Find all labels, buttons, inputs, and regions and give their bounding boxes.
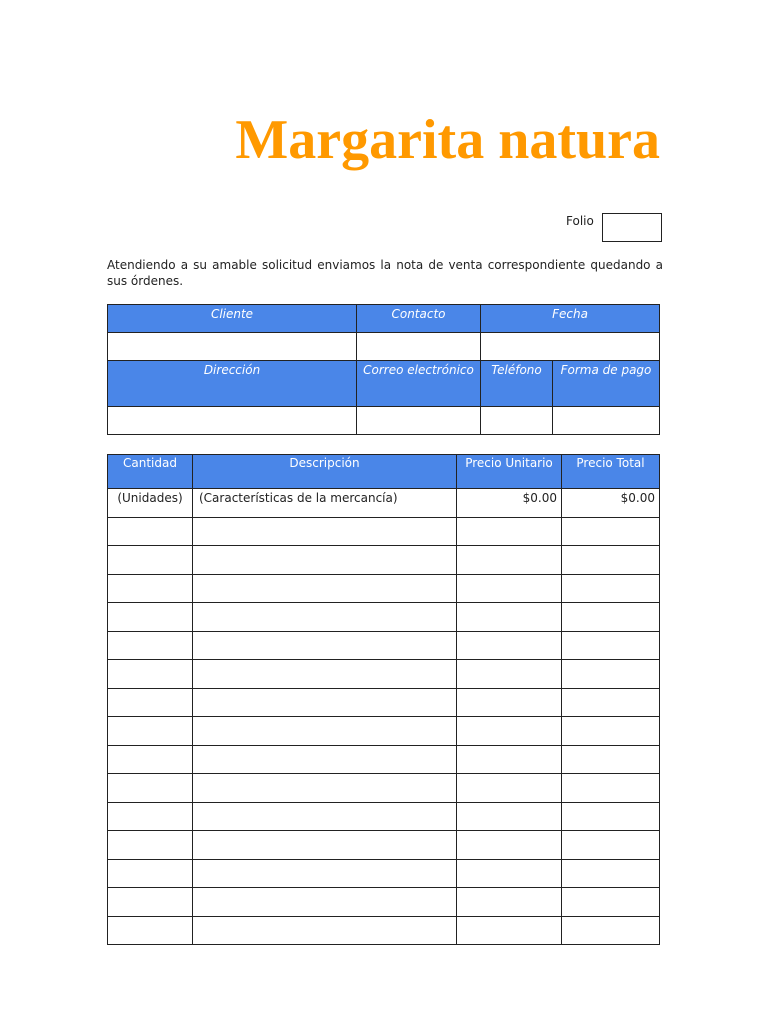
- precio-unitario-cell[interactable]: [457, 802, 562, 831]
- correo-field[interactable]: [357, 407, 481, 435]
- precio-total-cell[interactable]: [562, 831, 660, 860]
- descripcion-cell[interactable]: [193, 717, 457, 746]
- correo-header: Correo electrónico: [357, 361, 481, 407]
- items-table: [107, 454, 660, 945]
- descripcion-cell[interactable]: [193, 517, 457, 546]
- precio-unitario-cell[interactable]: [457, 745, 562, 774]
- cantidad-cell[interactable]: [108, 660, 193, 689]
- direccion-header: Dirección: [108, 361, 357, 407]
- descripcion-cell[interactable]: [193, 888, 457, 917]
- descripcion-cell[interactable]: [193, 603, 457, 632]
- precio-total-cell[interactable]: [562, 859, 660, 888]
- precio-unitario-cell[interactable]: [457, 859, 562, 888]
- cantidad-cell[interactable]: [108, 859, 193, 888]
- customer-info-table: [107, 304, 660, 435]
- precio-total-cell[interactable]: [562, 717, 660, 746]
- descripcion-header: Descripción: [193, 455, 457, 489]
- descripcion-cell[interactable]: [193, 802, 457, 831]
- direccion-field[interactable]: [108, 407, 357, 435]
- precio-total-cell[interactable]: [562, 631, 660, 660]
- fecha-header: Fecha: [481, 305, 660, 333]
- contacto-field[interactable]: [357, 333, 481, 361]
- precio-total-cell[interactable]: [562, 745, 660, 774]
- precio-total-cell[interactable]: [562, 546, 660, 575]
- precio-total-cell[interactable]: [562, 603, 660, 632]
- forma-pago-field[interactable]: [553, 407, 660, 435]
- descripcion-cell[interactable]: [193, 745, 457, 774]
- precio-unitario-cell[interactable]: [457, 631, 562, 660]
- telefono-header: Teléfono: [481, 361, 553, 407]
- precio-unitario-cell[interactable]: [457, 717, 562, 746]
- table-row: [108, 774, 660, 803]
- cantidad-cell[interactable]: [108, 888, 193, 917]
- precio-unitario-cell[interactable]: [457, 660, 562, 689]
- table-row: [108, 489, 660, 518]
- precio-total-cell[interactable]: [562, 802, 660, 831]
- cantidad-cell[interactable]: (Unidades): [108, 489, 193, 518]
- table-row: [108, 574, 660, 603]
- precio-total-cell[interactable]: [562, 517, 660, 546]
- company-title: Margarita natura: [235, 109, 660, 171]
- precio-total-cell[interactable]: [562, 688, 660, 717]
- cliente-field[interactable]: [108, 333, 357, 361]
- folio-label: Folio: [566, 214, 594, 228]
- precio-unitario-cell[interactable]: [457, 603, 562, 632]
- cantidad-cell[interactable]: [108, 916, 193, 945]
- table-row: [108, 888, 660, 917]
- cantidad-cell[interactable]: [108, 802, 193, 831]
- precio-unitario-cell[interactable]: $0.00: [457, 489, 562, 518]
- precio-unitario-cell[interactable]: [457, 831, 562, 860]
- precio-unitario-cell[interactable]: [457, 517, 562, 546]
- precio-total-cell[interactable]: [562, 660, 660, 689]
- precio-total-cell[interactable]: [562, 888, 660, 917]
- precio-unitario-header: Precio Unitario: [457, 455, 562, 489]
- forma-pago-header: Forma de pago: [553, 361, 660, 407]
- folio-field[interactable]: [602, 213, 662, 242]
- precio-total-cell[interactable]: [562, 774, 660, 803]
- precio-total-cell[interactable]: $0.00: [562, 489, 660, 518]
- cantidad-cell[interactable]: [108, 717, 193, 746]
- table-row: [108, 717, 660, 746]
- cantidad-cell[interactable]: [108, 603, 193, 632]
- descripcion-cell[interactable]: [193, 546, 457, 575]
- precio-unitario-cell[interactable]: [457, 916, 562, 945]
- precio-unitario-cell[interactable]: [457, 888, 562, 917]
- intro-text: Atendiendo a su amable solicitud enviamos la nota de venta correspondiente quedando a sus órdenes.: [107, 258, 663, 288]
- descripcion-cell[interactable]: [193, 916, 457, 945]
- precio-total-header: Precio Total: [562, 455, 660, 489]
- precio-total-cell[interactable]: [562, 574, 660, 603]
- table-row: [108, 517, 660, 546]
- precio-unitario-cell[interactable]: [457, 688, 562, 717]
- descripcion-cell[interactable]: [193, 831, 457, 860]
- precio-unitario-cell[interactable]: [457, 574, 562, 603]
- table-row: [108, 660, 660, 689]
- table-row: [108, 745, 660, 774]
- precio-unitario-cell[interactable]: [457, 546, 562, 575]
- descripcion-cell[interactable]: (Características de la mercancía): [193, 489, 457, 518]
- descripcion-cell[interactable]: [193, 688, 457, 717]
- cantidad-cell[interactable]: [108, 574, 193, 603]
- table-row: [108, 546, 660, 575]
- descripcion-cell[interactable]: [193, 660, 457, 689]
- descripcion-cell[interactable]: [193, 574, 457, 603]
- cantidad-cell[interactable]: [108, 631, 193, 660]
- contacto-header: Contacto: [357, 305, 481, 333]
- table-row: [108, 631, 660, 660]
- table-row: [108, 603, 660, 632]
- cantidad-cell[interactable]: [108, 745, 193, 774]
- telefono-field[interactable]: [481, 407, 553, 435]
- descripcion-cell[interactable]: [193, 774, 457, 803]
- cantidad-cell[interactable]: [108, 831, 193, 860]
- cantidad-cell[interactable]: [108, 688, 193, 717]
- table-row: [108, 859, 660, 888]
- precio-total-cell[interactable]: [562, 916, 660, 945]
- cantidad-cell[interactable]: [108, 774, 193, 803]
- cantidad-header: Cantidad: [108, 455, 193, 489]
- descripcion-cell[interactable]: [193, 859, 457, 888]
- cantidad-cell[interactable]: [108, 517, 193, 546]
- descripcion-cell[interactable]: [193, 631, 457, 660]
- cliente-header: Cliente: [108, 305, 357, 333]
- table-row: [108, 802, 660, 831]
- table-row: [108, 916, 660, 945]
- fecha-field[interactable]: [481, 333, 660, 361]
- table-row: [108, 831, 660, 860]
- precio-unitario-cell[interactable]: [457, 774, 562, 803]
- cantidad-cell[interactable]: [108, 546, 193, 575]
- table-row: [108, 688, 660, 717]
